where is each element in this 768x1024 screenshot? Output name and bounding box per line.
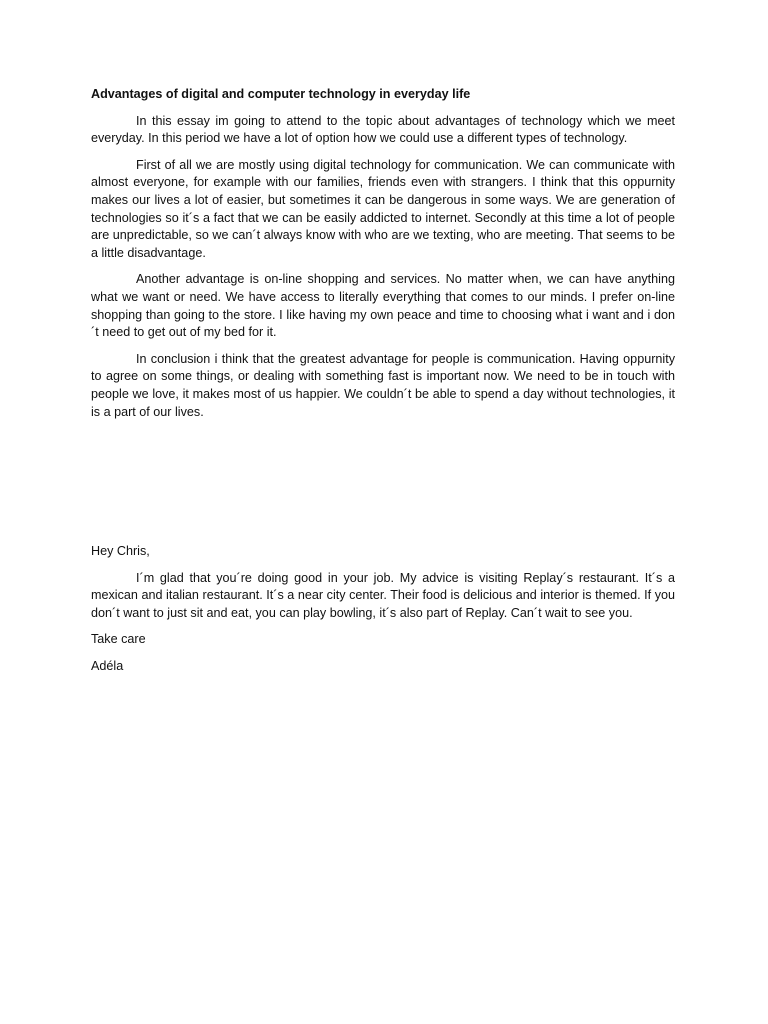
essay-paragraph-1: In this essay im going to attend to the topic about advantages of technology which we meet everyday. In this period we have a lot of option how we could use a different types of technology. (91, 113, 675, 146)
letter-section (91, 543, 675, 685)
essay-paragraph-2: First of all we are mostly using digital technology for communication. We can communicate with almost everyone, for example with our families, friends even with strangers. I think that this oppurnity makes our lives a lot of easier, but sometimes it can be dangerous in some ways. We are generation of technologies so it´s a fact that we can be easily addicted to internet. Secondly at this time a lot of people are unpredictable, so we can´t always know with who are we texting, who are meeting. That seems to be a little disadvantage. (91, 157, 675, 260)
essay-paragraph-4: In conclusion i think that the greatest advantage for people is communication. Having oppurnity to agree on some things, or dealing with something fast is important now. We need to be in touch with people we love, it makes most of us happier. We couldn´t be able to spend a day without technologies, it is a part of our lives. (91, 351, 675, 419)
letter-body: I´m glad that you´re doing good in your job. My advice is visiting Replay´s restaurant. It´s a mexican and italian restaurant. It´s a near city center. Their food is delicious and interior is themed. If you don´t want to just sit and eat, you can play bowling, it´s also part of Replay. Can´t wait to see you. (91, 570, 675, 620)
essay-paragraph-3: Another advantage is on-line shopping and services. No matter when, we can have anything what we want or need. We have access to literally everything that comes to our minds. I prefer on-line shopping than going to the store. I like having my own peace and time to choosing what i want and i don´t need to get out of my bed for it. (91, 272, 675, 340)
letter-closing: Take care (91, 632, 146, 647)
letter-signature: Adéla (91, 658, 124, 673)
letter-greeting: Hey Chris, (91, 544, 150, 558)
essay-section (91, 86, 675, 430)
essay-title: Advantages of digital and computer technology in everyday life (91, 87, 471, 101)
